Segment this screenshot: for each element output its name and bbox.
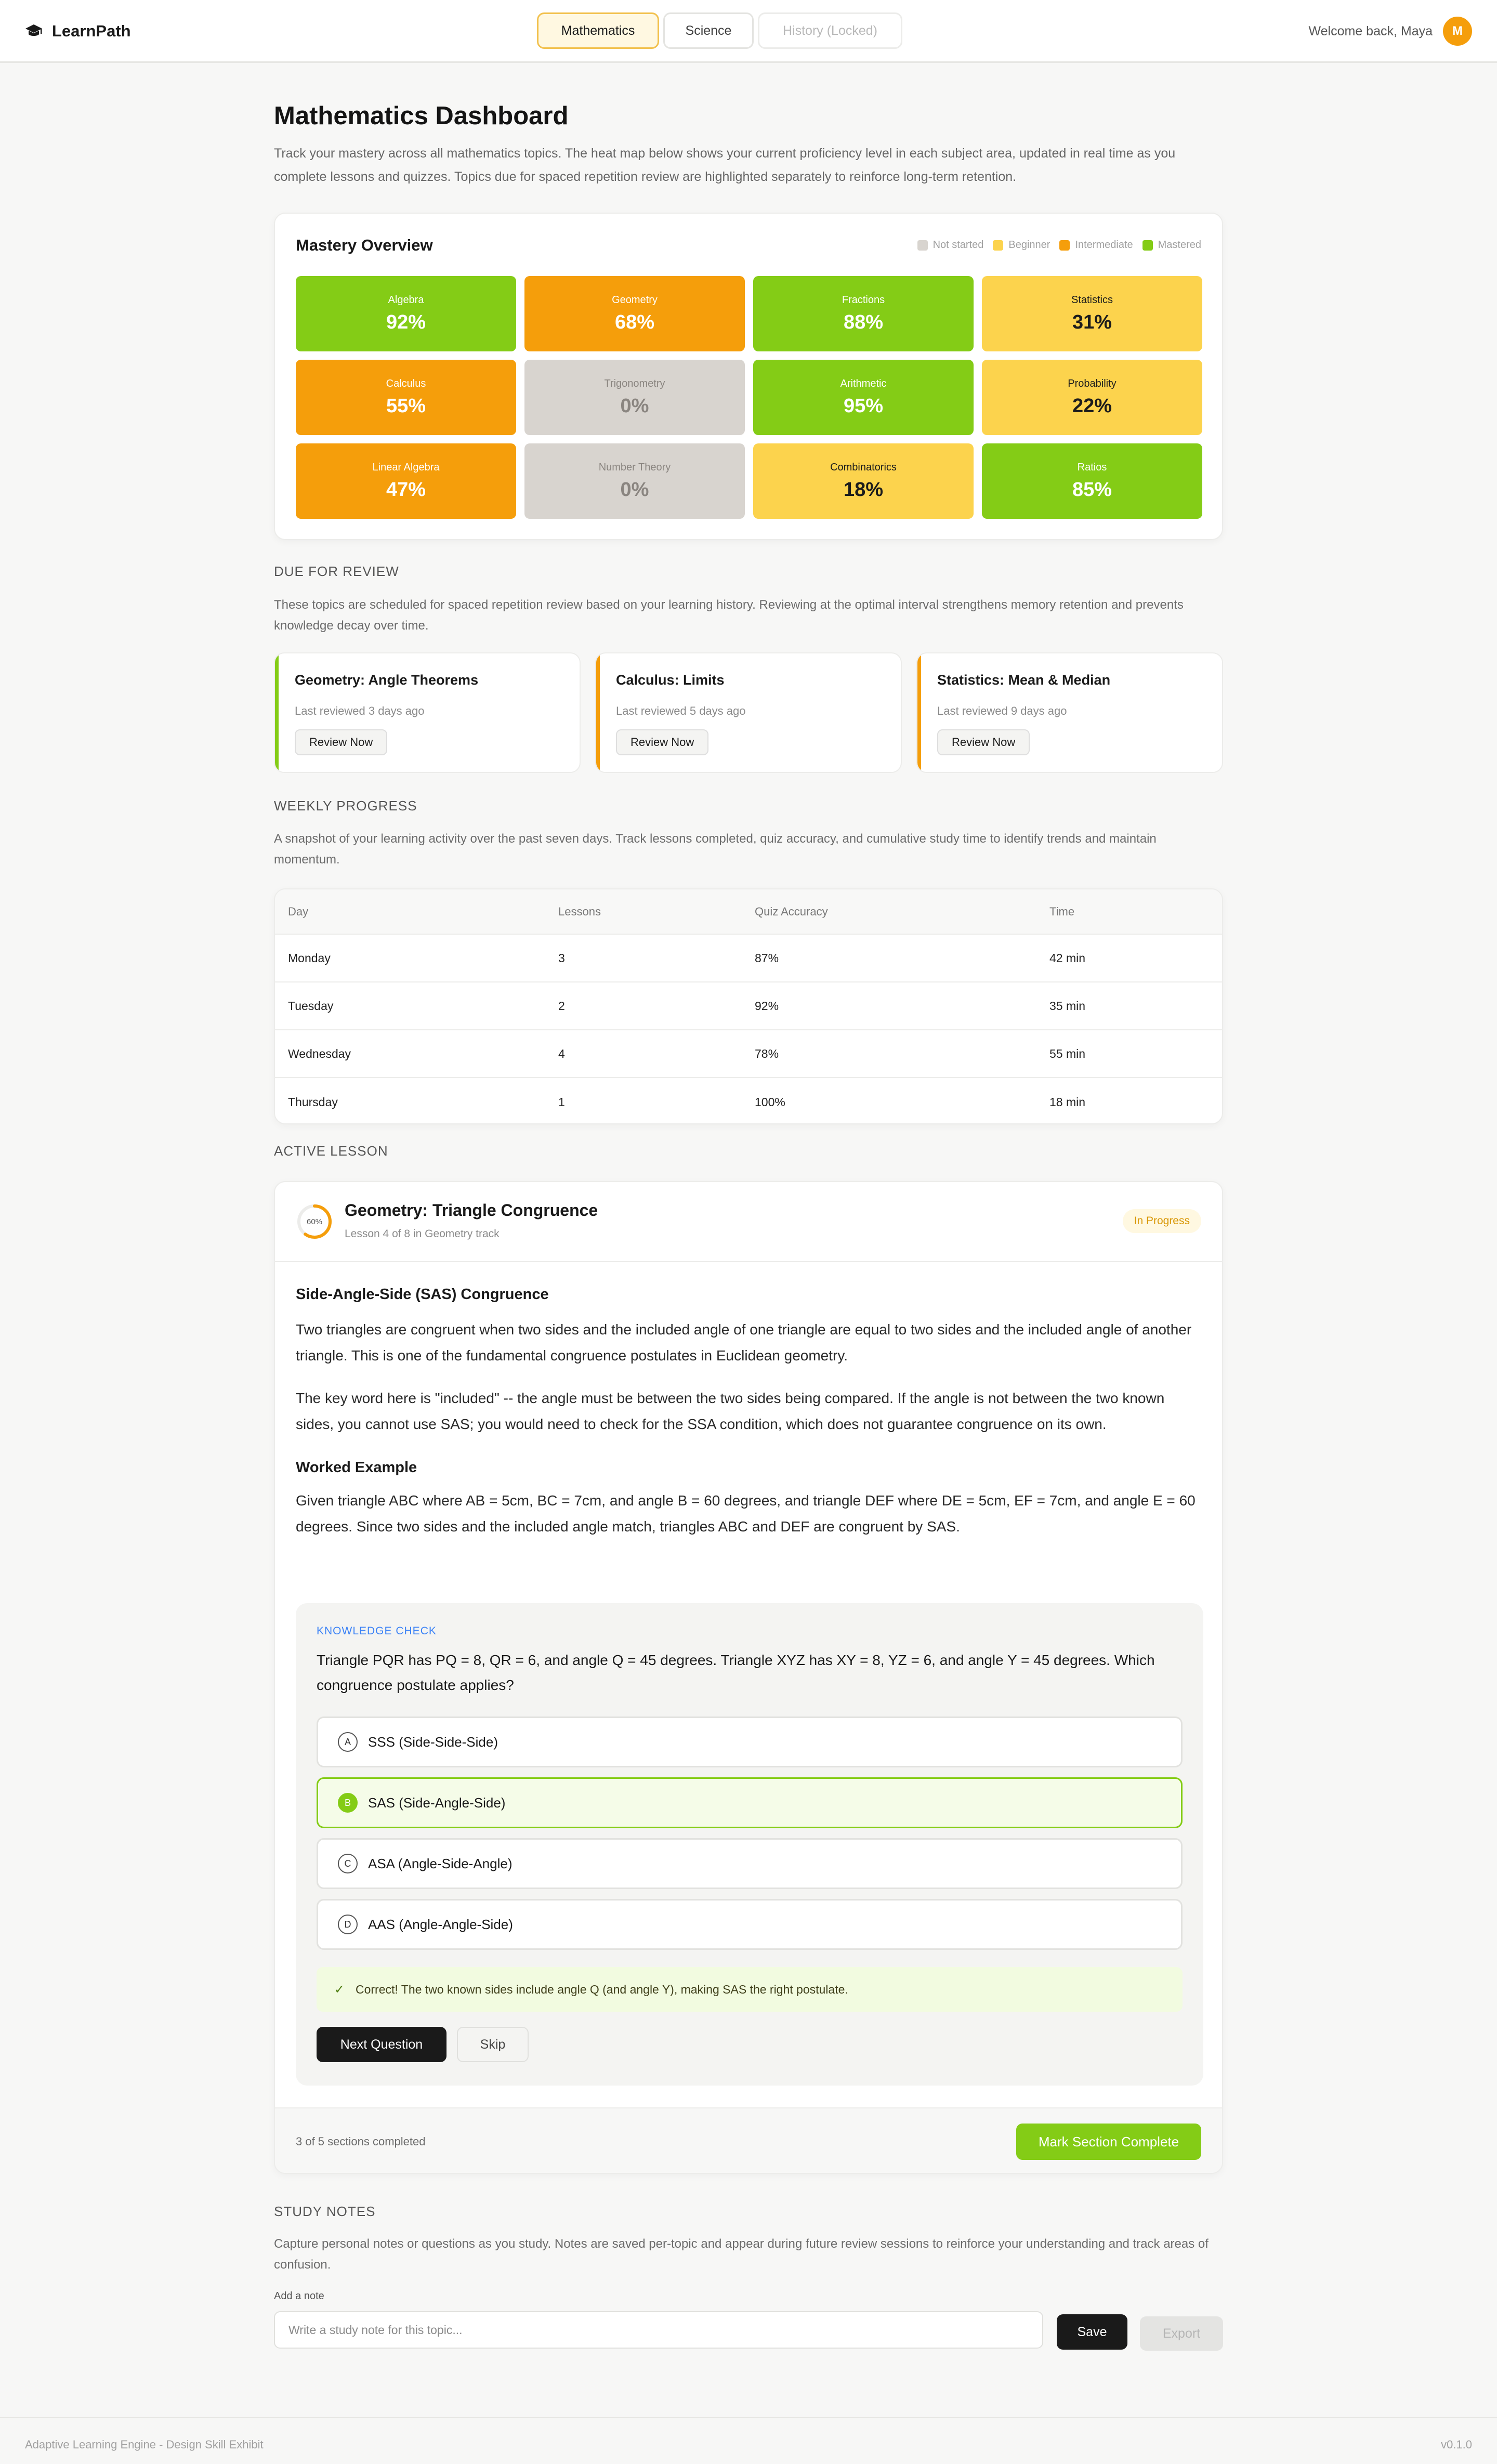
heatmap-cell-fractions[interactable] [753, 276, 974, 351]
lesson-header [275, 1182, 1222, 1262]
table-cell: 42 min [1049, 951, 1086, 965]
feedback-text: Correct! The two known sides include angle Q (and angle Y), making SAS the right postulate. [356, 1982, 848, 1996]
table-cell: 92% [755, 999, 779, 1013]
weekly-heading: WEEKLY PROGRESS [274, 798, 417, 814]
save-note-button[interactable]: Save [1057, 2314, 1127, 2350]
mastery-heat-map [296, 276, 1203, 519]
legend-label: Intermediate [1075, 239, 1133, 251]
heatmap-cell-trigonometry[interactable] [524, 360, 745, 435]
table-cell: 87% [755, 951, 779, 965]
subject-tabs [537, 12, 902, 49]
version-label: v0.1.0 [1441, 2438, 1472, 2451]
study-notes-description: Capture personal notes or questions as you study. Notes are saved per-topic and appear during future review sessions to reinforce your understanding and track areas of confusion. [274, 2237, 1209, 2272]
tab-history-locked[interactable]: History (Locked) [758, 12, 902, 49]
mastery-legend [917, 239, 1201, 251]
heatmap-cell-algebra[interactable] [296, 276, 516, 351]
app-name: LearnPath [52, 22, 131, 40]
option-letter: A [338, 1732, 358, 1752]
option-letter: B [338, 1793, 358, 1813]
cell-value: 85% [1072, 478, 1112, 501]
skip-button[interactable]: Skip [457, 2027, 529, 2062]
weekly-progress-table [274, 888, 1223, 1124]
brand[interactable] [25, 19, 131, 44]
legend-swatch [993, 240, 1003, 251]
option-text: SSS (Side-Side-Side) [368, 1734, 498, 1750]
checkmark-icon: ✓ [334, 1982, 345, 1997]
active-lesson-heading: ACTIVE LESSON [274, 1143, 388, 1159]
legend-item [1143, 239, 1201, 251]
lesson-paragraph: Two triangles are congruent when two sides and the included angle of one triangle are equal to two sides and the included angle of another triangle. This is one of the fundamental congruence postulates in Euclidean geometry. [296, 1321, 1192, 1364]
review-card-subtitle: Last reviewed 3 days ago [295, 704, 425, 717]
answer-option-d[interactable] [317, 1899, 1183, 1950]
status-badge: In Progress [1123, 1209, 1201, 1233]
cell-value: 92% [386, 311, 426, 333]
table-cell: Wednesday [288, 1046, 351, 1060]
option-letter: D [338, 1915, 358, 1934]
cell-value: 0% [620, 478, 649, 501]
cell-topic: Calculus [386, 377, 426, 389]
review-now-button[interactable]: Review Now [937, 729, 1030, 755]
table-cell: 35 min [1049, 999, 1086, 1013]
note-field-label: Add a note [274, 2290, 324, 2302]
table-cell: 55 min [1049, 1046, 1086, 1060]
table-row [275, 1078, 1222, 1124]
cell-topic: Linear Algebra [372, 461, 440, 473]
lesson-subtitle: Lesson 4 of 8 in Geometry track [345, 1228, 500, 1240]
cell-topic: Arithmetic [840, 377, 887, 389]
cell-topic: Number Theory [598, 461, 671, 473]
page-description: Track your mastery across all mathematics topics. The heat map below shows your current proficiency level in each subject area, updated in real time as you complete lessons and quizzes. Topics due for spaced repetition review are highlighted separately to reinforce long-term retention. [274, 146, 1176, 184]
cell-value: 88% [843, 311, 884, 333]
answer-option-c[interactable] [317, 1838, 1183, 1889]
review-card-title: Statistics: Mean & Median [937, 672, 1111, 688]
cell-topic: Ratios [1077, 461, 1107, 473]
table-cell: 18 min [1049, 1095, 1086, 1109]
cell-value: 47% [386, 478, 426, 501]
cell-topic: Trigonometry [604, 377, 665, 389]
heatmap-cell-combinatorics[interactable] [753, 443, 974, 519]
review-card-title: Geometry: Angle Theorems [295, 672, 479, 688]
legend-swatch [917, 240, 928, 251]
cell-value: 22% [1072, 395, 1112, 417]
heatmap-cell-geometry[interactable] [524, 276, 745, 351]
review-accent-bar [275, 653, 279, 772]
review-accent-bar [917, 653, 921, 772]
review-card [595, 652, 902, 773]
heatmap-cell-linear-algebra[interactable] [296, 443, 516, 519]
cell-topic: Algebra [388, 294, 424, 306]
worked-example-text: Given triangle ABC where AB = 5cm, BC = 7cm, and angle B = 60 degrees, and triangle DEF where DE = 5cm, EF = 7cm, and angle E = 60 degrees. Since two sides and the included angle match, triangles ABC and DEF are congruent by SAS. [296, 1492, 1196, 1535]
heatmap-cell-arithmetic[interactable] [753, 360, 974, 435]
review-card-subtitle: Last reviewed 9 days ago [937, 704, 1067, 717]
worked-example-title: Worked Example [296, 1459, 417, 1476]
table-cell: Thursday [288, 1095, 338, 1109]
active-lesson-card [274, 1181, 1223, 2174]
legend-label: Beginner [1008, 239, 1050, 251]
table-cell: 100% [755, 1095, 785, 1109]
legend-swatch [1059, 240, 1070, 251]
heatmap-cell-calculus[interactable] [296, 360, 516, 435]
welcome-text: Welcome back, Maya [1308, 23, 1433, 38]
legend-item [993, 239, 1050, 251]
cell-value: 18% [843, 478, 884, 501]
cell-topic: Statistics [1071, 294, 1113, 306]
table-header [275, 889, 1222, 935]
page-title: Mathematics Dashboard [274, 102, 569, 130]
avatar[interactable]: M [1443, 17, 1472, 46]
table-cell: 78% [755, 1046, 779, 1060]
table-cell: 3 [558, 951, 565, 965]
table-row [275, 982, 1222, 1030]
option-text: SAS (Side-Angle-Side) [368, 1794, 506, 1811]
cell-topic: Combinatorics [830, 461, 897, 473]
study-notes-heading: STUDY NOTES [274, 2204, 376, 2219]
option-text: AAS (Angle-Angle-Side) [368, 1916, 513, 1932]
column-header: Quiz Accuracy [755, 905, 828, 918]
heatmap-cell-ratios[interactable] [982, 443, 1202, 519]
table-row [275, 935, 1222, 982]
lesson-paragraph: The key word here is "included" -- the angle must be between the two sides being compared. If the angle is not between the two known sides, you cannot use SAS; you would need to check for the SSA condition, which does not guarantee congruence on its own. [296, 1390, 1165, 1432]
review-card [274, 652, 581, 773]
review-accent-bar [596, 653, 600, 772]
answer-option-b[interactable] [317, 1777, 1183, 1828]
mark-section-complete-button[interactable]: Mark Section Complete [1016, 2124, 1201, 2160]
lesson-section-title: Side-Angle-Side (SAS) Congruence [296, 1286, 549, 1303]
review-cards [274, 652, 1223, 773]
heatmap-cell-number-theory[interactable] [524, 443, 745, 519]
lesson-content [296, 1286, 1203, 1540]
review-now-button[interactable]: Review Now [616, 729, 708, 755]
heatmap-cell-statistics[interactable] [982, 276, 1202, 351]
option-letter: C [338, 1854, 358, 1873]
option-text: ASA (Angle-Side-Angle) [368, 1855, 513, 1871]
knowledge-check [296, 1603, 1203, 2086]
tab-science[interactable]: Science [663, 12, 754, 49]
user-menu[interactable] [1308, 16, 1472, 46]
lesson-title: Geometry: Triangle Congruence [345, 1201, 598, 1220]
review-card-subtitle: Last reviewed 5 days ago [616, 704, 746, 717]
column-header: Lessons [558, 905, 601, 918]
cell-value: 31% [1072, 311, 1112, 333]
table-row [275, 1030, 1222, 1078]
cell-topic: Geometry [612, 294, 658, 306]
table-cell: Tuesday [288, 999, 334, 1013]
cell-topic: Probability [1068, 377, 1117, 389]
quiz-label: KNOWLEDGE CHECK [317, 1625, 437, 1637]
top-bar [0, 0, 1497, 63]
column-header: Day [288, 905, 309, 918]
review-description: These topics are scheduled for spaced repetition review based on your learning history. Reviewing at the optimal interval strengthens memory retention and prevents knowledge decay over time. [274, 598, 1184, 633]
study-note-input[interactable] [274, 2311, 1043, 2349]
lesson-footer [275, 2107, 1222, 2174]
legend-label: Not started [933, 239, 984, 251]
legend-item [1059, 239, 1133, 251]
heatmap-cell-probability[interactable] [982, 360, 1202, 435]
page-footer [0, 2417, 1497, 2464]
next-question-button[interactable]: Next Question [317, 2027, 447, 2062]
legend-item [917, 239, 984, 251]
cell-value: 95% [843, 395, 884, 417]
table-cell: Monday [288, 951, 331, 965]
weekly-description: A snapshot of your learning activity over the past seven days. Track lessons completed, quiz accuracy, and cumulative study time to identify trends and maintain momentum. [274, 832, 1157, 867]
legend-label: Mastered [1158, 239, 1201, 251]
quiz-question: Triangle PQR has PQ = 8, QR = 6, and angle Q = 45 degrees. Triangle XYZ has XY = 8, YZ = 6, and angle Y = 45 degrees. Which congruence postulate applies? [317, 1652, 1155, 1693]
cell-value: 68% [614, 311, 655, 333]
review-now-button[interactable]: Review Now [295, 729, 387, 755]
cell-topic: Fractions [842, 294, 885, 306]
cell-value: 0% [620, 395, 649, 417]
answer-option-a[interactable] [317, 1716, 1183, 1767]
sections-completed: 3 of 5 sections completed [296, 2135, 426, 2148]
table-cell: 4 [558, 1046, 565, 1060]
progress-percent: 60% [306, 1217, 323, 1226]
table-cell: 1 [558, 1095, 565, 1109]
mastery-title: Mastery Overview [296, 236, 433, 254]
cell-value: 55% [386, 395, 426, 417]
review-card-title: Calculus: Limits [616, 672, 725, 688]
table-cell: 2 [558, 999, 565, 1013]
export-button[interactable]: Export [1140, 2316, 1223, 2351]
legend-swatch [1143, 240, 1153, 251]
footer-credit: Adaptive Learning Engine - Design Skill Exhibit [25, 2438, 264, 2451]
graduation-cap-icon [25, 23, 43, 39]
review-heading: DUE FOR REVIEW [274, 563, 399, 579]
column-header: Time [1049, 905, 1075, 918]
answer-feedback [317, 1967, 1183, 2012]
mastery-overview-card [274, 213, 1223, 540]
review-card [916, 652, 1223, 773]
tab-mathematics[interactable]: Mathematics [537, 12, 659, 49]
